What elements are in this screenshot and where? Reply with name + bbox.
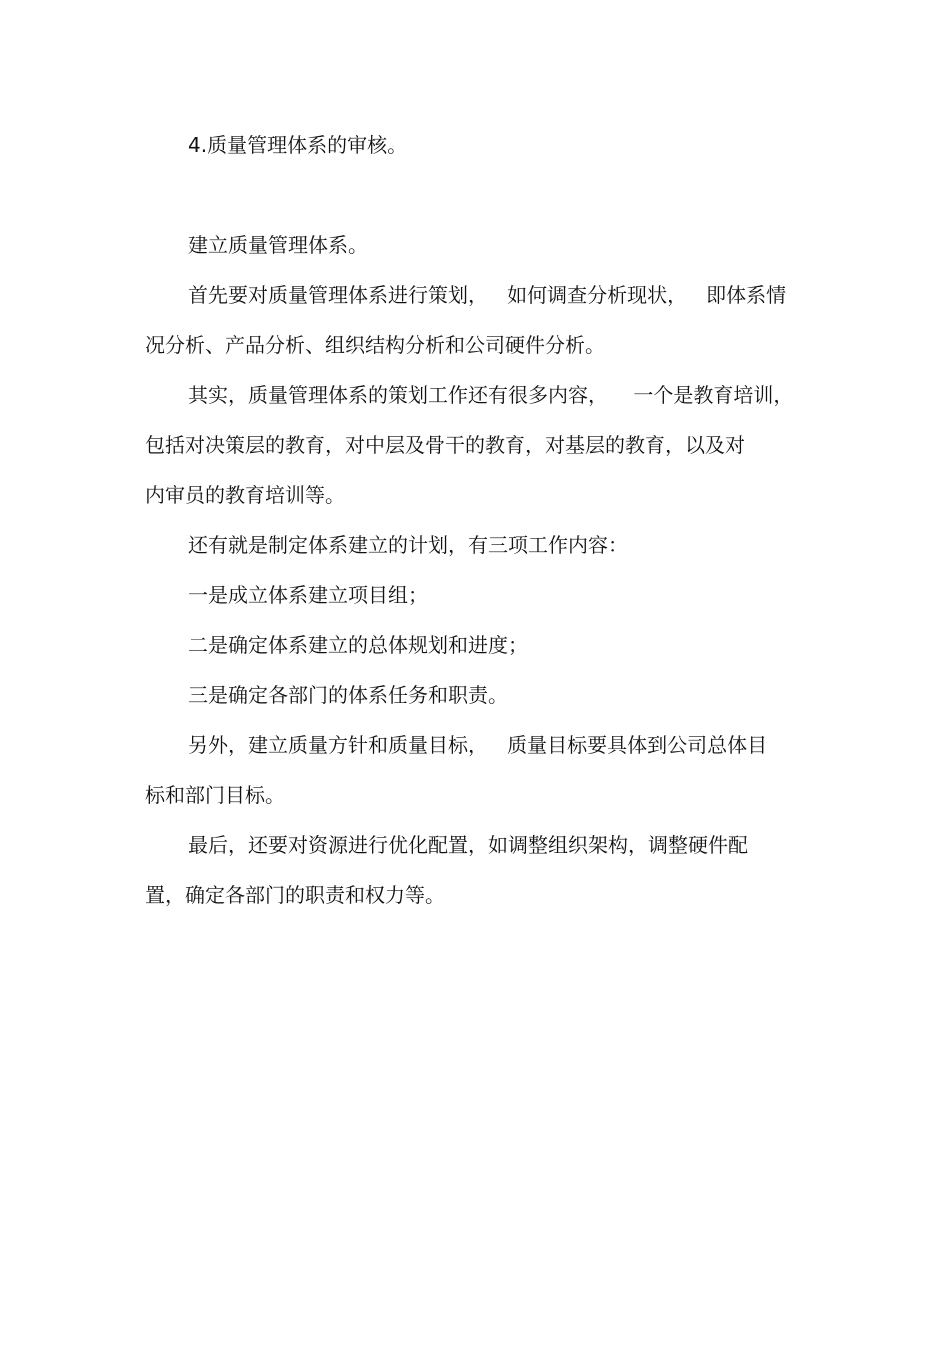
paragraph-line: 首先要对质量管理体系进行策划， 如何调查分析现状， 即体系情 — [188, 283, 787, 307]
list-item: 一是成立体系建立项目组； — [188, 583, 428, 607]
paragraph-line: 其实，质量管理体系的策划工作还有很多内容， 一个是教育培训， — [188, 383, 794, 407]
section-heading: 4.质量管理体系的审核。 — [188, 133, 408, 157]
paragraph-line: 置，确定各部门的职责和权力等。 — [145, 883, 445, 907]
paragraph-line: 内审员的教育培训等。 — [145, 483, 345, 507]
paragraph-line: 包括对决策层的教育，对中层及骨干的教育，对基层的教育，以及对 — [145, 433, 745, 457]
list-item: 二是确定体系建立的总体规划和进度； — [188, 633, 528, 657]
paragraph-line: 另外，建立质量方针和质量目标， 质量目标要具体到公司总体目 — [188, 733, 768, 757]
paragraph-line: 况分析、产品分析、组织结构分析和公司硬件分析。 — [145, 333, 605, 357]
paragraph-line: 标和部门目标。 — [145, 783, 285, 807]
paragraph-line: 还有就是制定体系建立的计划，有三项工作内容： — [188, 533, 628, 557]
paragraph-line: 最后，还要对资源进行优化配置，如调整组织架构，调整硬件配 — [188, 833, 748, 857]
paragraph-line: 建立质量管理体系。 — [188, 233, 368, 257]
list-item: 三是确定各部门的体系任务和职责。 — [188, 683, 508, 707]
